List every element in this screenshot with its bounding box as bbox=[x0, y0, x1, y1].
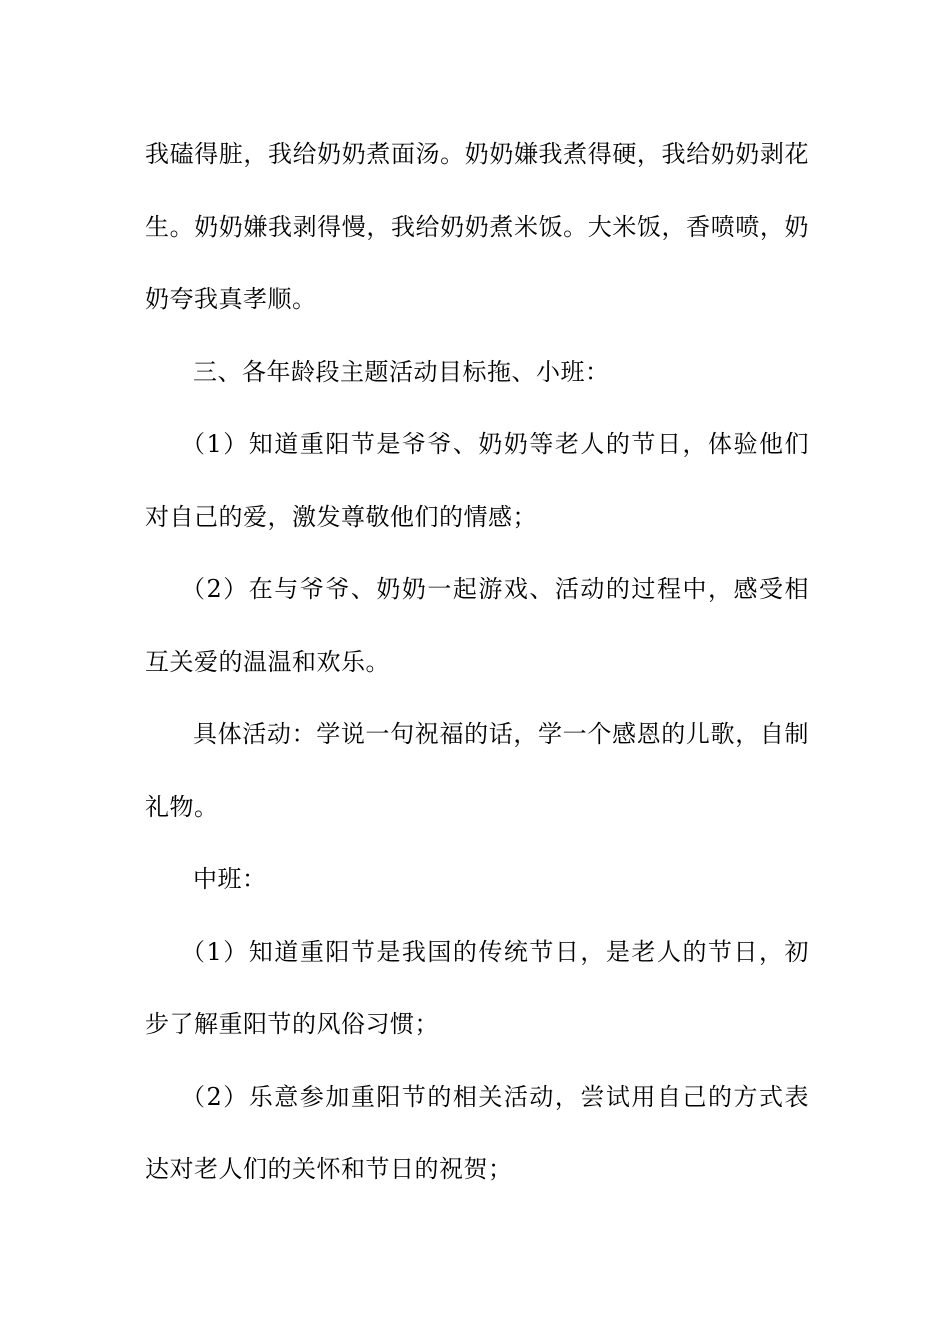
paragraph-poem-continuation: 我磕得脏，我给奶奶煮面汤。奶奶嫌我煮得硬，我给奶奶剥花生。奶奶嫌我剥得慢，我给奶奶煮米饭。大米饭，香喷喷，奶奶夸我真孝顺。 bbox=[145, 140, 809, 313]
section-heading-age-goals: 三、各年龄段主题活动目标拖、小班： bbox=[193, 357, 610, 386]
paragraph-middle-class-goal-1: （1）知道重阳节是我国的传统节日，是老人的节日，初步了解重阳节的风俗习惯； bbox=[145, 937, 809, 1038]
paragraph-small-class-activities: 具体活动：学说一句祝福的话，学一个感恩的儿歌，自制礼物。 bbox=[145, 720, 809, 821]
heading-middle-class: 中班： bbox=[193, 865, 267, 893]
document-body bbox=[145, 118, 809, 1206]
paragraph-small-class-goal-1: （1）知道重阳节是爷爷、奶奶等老人的节日，体验他们对自己的爱，激发尊敬他们的情感； bbox=[145, 430, 809, 531]
paragraph-middle-class-goal-2: （2）乐意参加重阳节的相关活动，尝试用自己的方式表达对老人们的关怀和节日的祝贺； bbox=[145, 1082, 809, 1183]
paragraph-small-class-goal-2: （2）在与爷爷、奶奶一起游戏、活动的过程中，感受相互关爱的温温和欢乐。 bbox=[145, 575, 809, 676]
